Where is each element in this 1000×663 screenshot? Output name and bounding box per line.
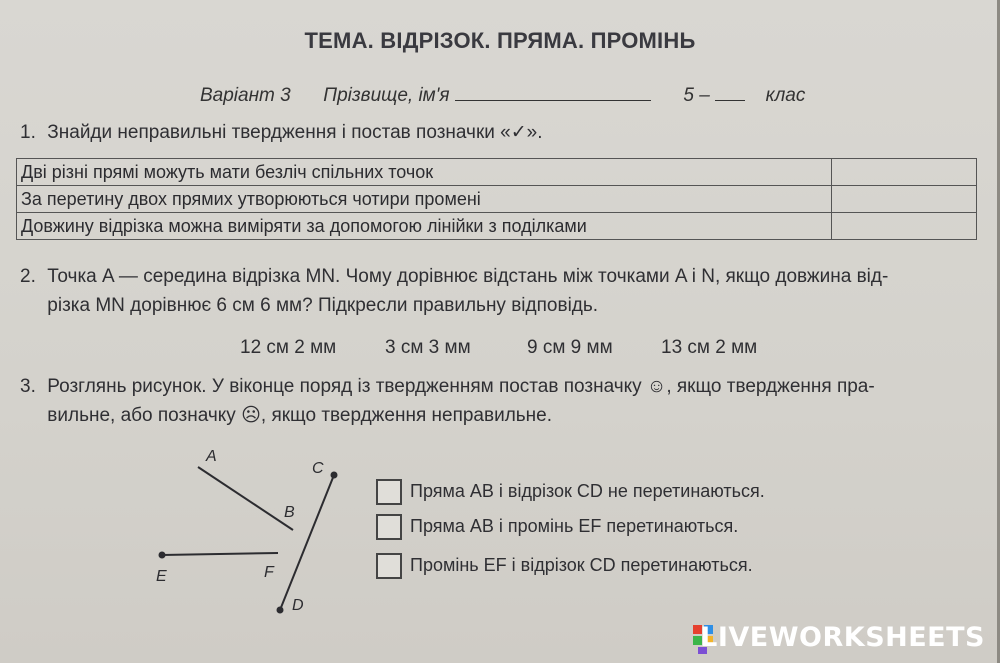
statement-row: [376, 553, 826, 583]
table-row: [17, 186, 977, 213]
statement-row: [376, 514, 826, 544]
answer-option[interactable]: 9 см 9 мм: [527, 337, 613, 358]
question-2-line2: різка MN дорівнює 6 см 6 мм? Підкресли правильну відповідь.: [47, 295, 599, 316]
answer-checkbox[interactable]: [376, 514, 402, 540]
answer-option[interactable]: 13 см 2 мм: [661, 337, 758, 358]
question-2: [20, 262, 888, 320]
question-2-line1: Точка A — середина відрізка MN. Чому дорівнює відстань між точками A і N, якщо довжина від-: [47, 266, 889, 287]
label-c: C: [312, 460, 324, 477]
variant-label: Варіант 3: [200, 85, 291, 106]
class-prefix: 5 –: [683, 85, 710, 106]
table-row: [17, 159, 977, 186]
statement-text: Пряма AB і промінь EF перетинаються.: [410, 516, 739, 536]
statement-cell: Довжину відрізка можна виміряти за допомогою лінійки з поділками: [17, 213, 832, 240]
ray-ef: [162, 553, 278, 555]
answer-checkbox[interactable]: [376, 479, 402, 505]
question-1: [20, 118, 543, 147]
class-input-line[interactable]: [715, 82, 745, 101]
statement-row: [376, 479, 826, 509]
answer-option[interactable]: 3 см 3 мм: [385, 337, 471, 358]
name-input-line[interactable]: [455, 82, 651, 101]
statement-text: Промінь EF і відрізок CD перетинаються.: [410, 555, 753, 575]
statement-cell: За перетину двох прямих утворюються чотири промені: [17, 186, 832, 213]
statement-cell: Дві різні прямі можуть мати безліч спільних точок: [17, 159, 832, 186]
question-3-line1: Розглянь рисунок. У віконце поряд із твердженням постав позначку ☺, якщо твердження пра-: [47, 376, 875, 397]
question-2-number: 2.: [20, 266, 36, 287]
label-b: B: [284, 504, 295, 521]
header-line: [200, 82, 805, 107]
question-3-line2: вильне, або позначку ☹, якщо твердження неправильне.: [47, 405, 553, 426]
table-row: [17, 213, 977, 240]
answer-option[interactable]: 12 см 2 мм: [240, 337, 337, 358]
class-label: клас: [765, 85, 806, 106]
watermark-logo: LIVEWORKSHEETS: [700, 622, 985, 653]
point-c: [331, 472, 338, 479]
geometry-figure: [150, 445, 350, 625]
question-3-number: 3.: [20, 376, 36, 397]
label-a: A: [206, 448, 217, 465]
check-cell[interactable]: [832, 186, 977, 213]
statement-text: Пряма AB і відрізок CD не перетинаються.: [410, 481, 765, 501]
check-cell[interactable]: [832, 213, 977, 240]
question-1-number: 1.: [20, 122, 36, 143]
answer-checkbox[interactable]: [376, 553, 402, 579]
question-3: [20, 372, 875, 430]
question-1-text: Знайди неправильні твердження і постав позначки «✓».: [47, 122, 543, 143]
page-title: ТЕМА. ВІДРІЗОК. ПРЯМА. ПРОМІНЬ: [304, 28, 696, 53]
statements-table: [16, 158, 977, 240]
line-ab: [198, 467, 293, 530]
label-f: F: [264, 564, 274, 581]
label-d: D: [292, 597, 304, 614]
name-label: Прізвище, ім'я: [323, 85, 450, 106]
point-d: [277, 607, 284, 614]
point-e: [159, 552, 166, 559]
segment-cd: [280, 475, 334, 610]
check-cell[interactable]: [832, 159, 977, 186]
label-e: E: [156, 568, 167, 585]
